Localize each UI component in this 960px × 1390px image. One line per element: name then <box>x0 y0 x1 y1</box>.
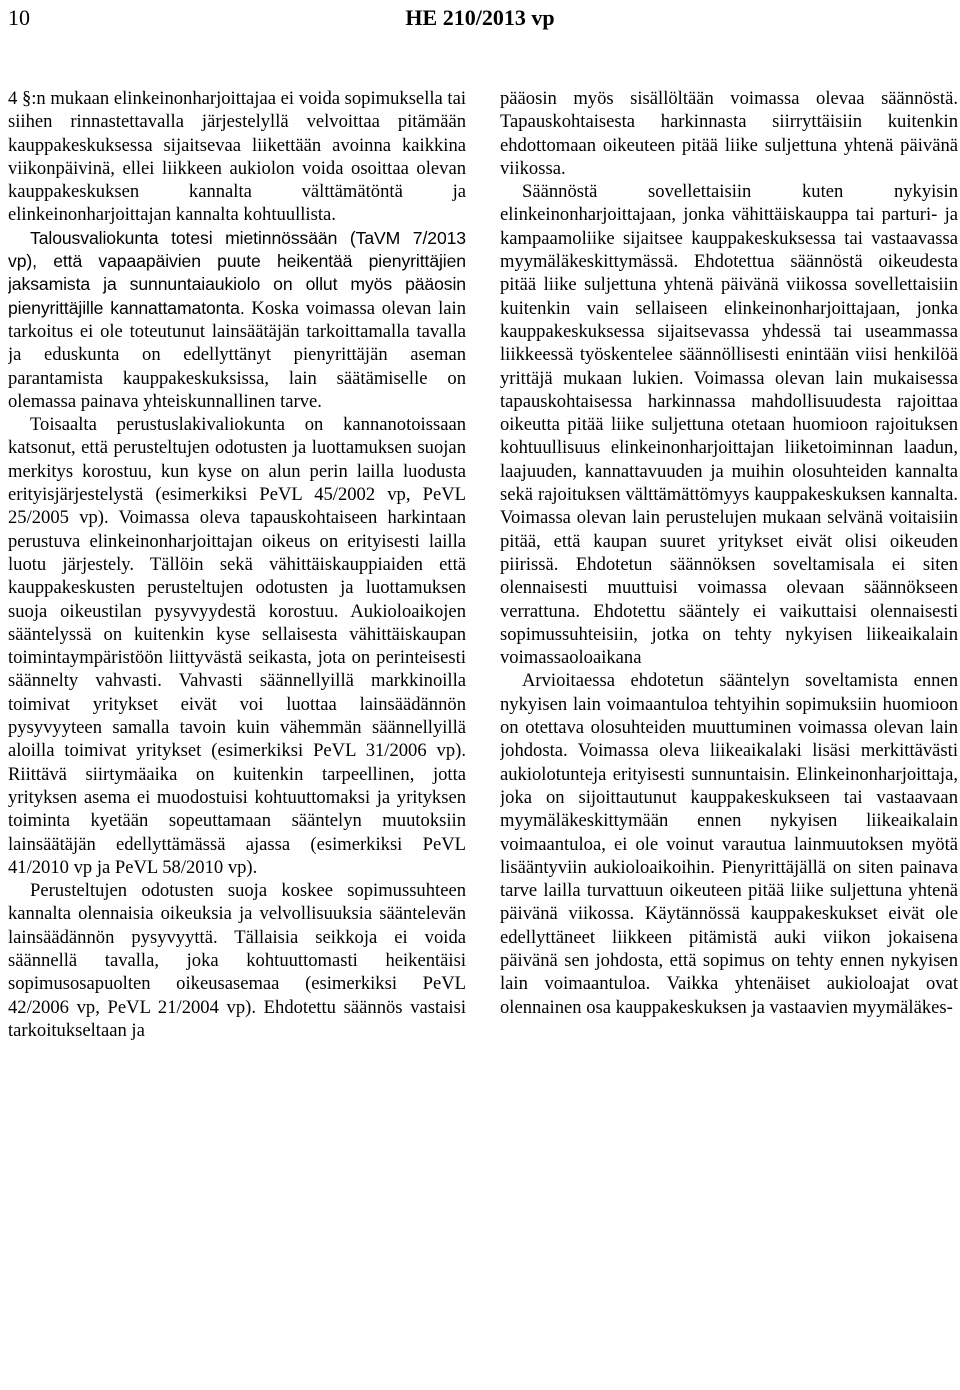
paragraph-perustuslakivaliokunta: Toisaalta perustuslakivaliokunta on kannanotoissaan katsonut, että perusteltujen odotusten ja luottamuksen suojan merkitys korostuu, kun kyse on alun perin lailla luodusta erityisjärjestelystä (esimerkiksi PeVL 45/2002 vp, PeVL 25/2005 vp). Voimassa oleva tapauskohtaiseen harkintaan perustuva elinkeinonharjoittajan oikeus on erityisesti lailla luotu järjestely. Tällöin sekä vähittäiskauppiaiden että kauppakeskusten perusteltujen odotusten ja luottamuksen suoja oikeustilan pysyvyydestä korostuu. Aukioloaikojen sääntelyssä on kuitenkin kyse sellaisesta vähittäiskaupan toimintaympäristöön liittyvästä seikasta, jota on perinteisesti säännelty vahvasti. Vahvasti säännellyillä markkinoilla toimivat yritykset eivät voi luottaa lainsäädännön pysyvyyteen samalla tavoin kuin vähemmän säännellyillä aloilla toimivat yritykset (esimerkiksi PeVL 31/2006 vp). Riittävä siirtymäaika on kuitenkin tarpeellinen, jotta yrityksen asema ei muodostuisi kohtuuttomaksi ja yrityksen toiminta kyetään sopeuttamaan sääntelyn muutoksiin lainsäätäjän edellyttämässä ajassa (esimerkiksi PeVL 41/2010 vp ja PeVL 58/2010 vp). <box>8 414 466 878</box>
document-id: HE 210/2013 vp <box>405 5 555 30</box>
page-header <box>8 4 952 36</box>
paragraph-arvioitaessa: Arvioitaessa ehdotetun sääntelyn soveltamista ennen nykyisen lain voimaantuloa tehtyihin sopimuksiin huomioon on otettava olosuhteiden muuttuminen voimassa olevan lain johdosta. Voimassa oleva liikeaikalaki lisäsi merkittävästi aukiolotunteja erityisesti sunnuntaisin. Elinkeinonharjoittaja, joka on sijoittautunut kauppakeskukseen tai vastaavaan myymäläkeskittymään ennen nykyisen liikeaikalain voimaantuloa, ei ole voinut varautua lainmuutoksen myötä lisääntyviin aukioloaikoihin. Pienyrittäjällä on siten painava tarve lailla turvattuun oikeuteen pitää liike suljettuna yhtenä päivänä viikossa. Käytännössä kauppakeskukset eivät ole edellyttäneet liikkeen pitämistä auki viikon jokaisena päivänä sen johdosta, että sopimus on tehty ennen nykyisen lain voimaantuloa. Vaikka yhtenäiset aukioloajat ovat olennainen osa kauppakeskuksen ja vastaavien myymäläkes- <box>500 670 958 1018</box>
paragraph-soveltaminen: Säännöstä sovellettaisiin kuten nykyisin elinkeinonharjoittajaan, jonka vähittäiskauppa tai parturi- ja kampaamoliike sijaitsee kauppakeskuksessa tai vastaavassa myymäläkeskittymässä. Ehdotettua säännöstä oikeudesta pitää liike suljettuna yhtenä päivänä viikossa sovellettaisiin kuitenkin vain sellaiseen elinkeinonharjoittajaan, jonka kauppakeskuksessa sijaitsevassa yhdessä tai useammassa liikkeessä työskentelee säännöllisesti enintään viisi henkilöä yrittäjä mukaan lukien. Voimassa olevan lain mukaisessa tapauskohtaisessa harkinnassa mahdollisuudesta rajoittaa oikeutta pitää liike suljettuna otetaan huomioon rajoituksen kohtuullisuus elinkeinonharjoittajan liiketoiminnan laadun, laajuuden, kannattavuuden ja muihin olosuhteiden kannalta sekä rajoituksen välttämättömyys kauppakeskuksen kannalta. Voimassa olevan lain perustelujen mukaan selvänä voitaisiin pitää, että kaupan suuret yritykset eivät olisi oikeuden piirissä. Ehdotetun säännöksen soveltamisala ei siten olennaisesti muuttuisi voimassa olevaan säännökseen verrattuna. Ehdotettu sääntely ei vaikuttaisi olennaisesti sopimussuhteisiin, jotka on tehty nykyisen liikeaikalain voimassaoloaikana <box>500 181 958 669</box>
sans-text-run: Talousvaliokunta totesi mietinnössään (TaVM 7/2013 vp), että vapaapäivien puute heikentää pienyrittäjien jaksamista ja sunnuntaiaukiolo on ollut myös pääosin pienyrittäjille kannattamatonta. <box>8 227 466 318</box>
paragraph-continued: 4 §:n mukaan elinkeinonharjoittajaa ei voida sopimuksella tai siihen rinnastettavalla järjestelyllä velvoittaa pitämään kauppakeskuksessa sijaitsevaa liikettään avoinna kaikkina viikonpäivinä, ellei liikkeen aukiolon voida osoittaa olevan kauppakeskuksen kannalta välttämätöntä ja elinkeinonharjoittajan kannalta kohtuullista. <box>8 88 466 226</box>
left-column <box>8 87 466 1390</box>
serif-text-run: Koska voimassa olevan lain tarkoitus ei ole toteutunut lainsäätäjän tarkoittamalla tavalla ja eduskunta on edellyttänyt pienyrittäjän aseman parantamista kauppakeskuksissa, lain säätämiselle on olemassa painava yhteiskunnallinen tarve. <box>8 297 466 412</box>
paragraph-talousvaliokunta <box>8 227 466 413</box>
right-column <box>500 87 958 1390</box>
page-number: 10 <box>8 5 30 30</box>
paragraph-continued: pääosin myös sisällöltään voimassa olevaa säännöstä. Tapauskohtaisesta harkinnasta siirryttäisiin kuitenkin ehdottomaan oikeuteen pitää liike suljettuna yhtenä päivänä viikossa. <box>500 88 958 179</box>
paragraph-odotusten-suoja: Perusteltujen odotusten suoja koskee sopimussuhteen kannalta olennaisia oikeuksia ja velvollisuuksia sääntelevän lainsäädännön pysyvyyttä. Tällaisia seikkoja ei voida säännellä tavalla, joka kohtuuttomasti heikentäisi sopimusosapuolten oikeusasemaa (esimerkiksi PeVL 42/2006 vp, PeVL 21/2004 vp). Ehdotettu säännös vastaisi tarkoitukseltaan ja <box>8 880 466 1041</box>
